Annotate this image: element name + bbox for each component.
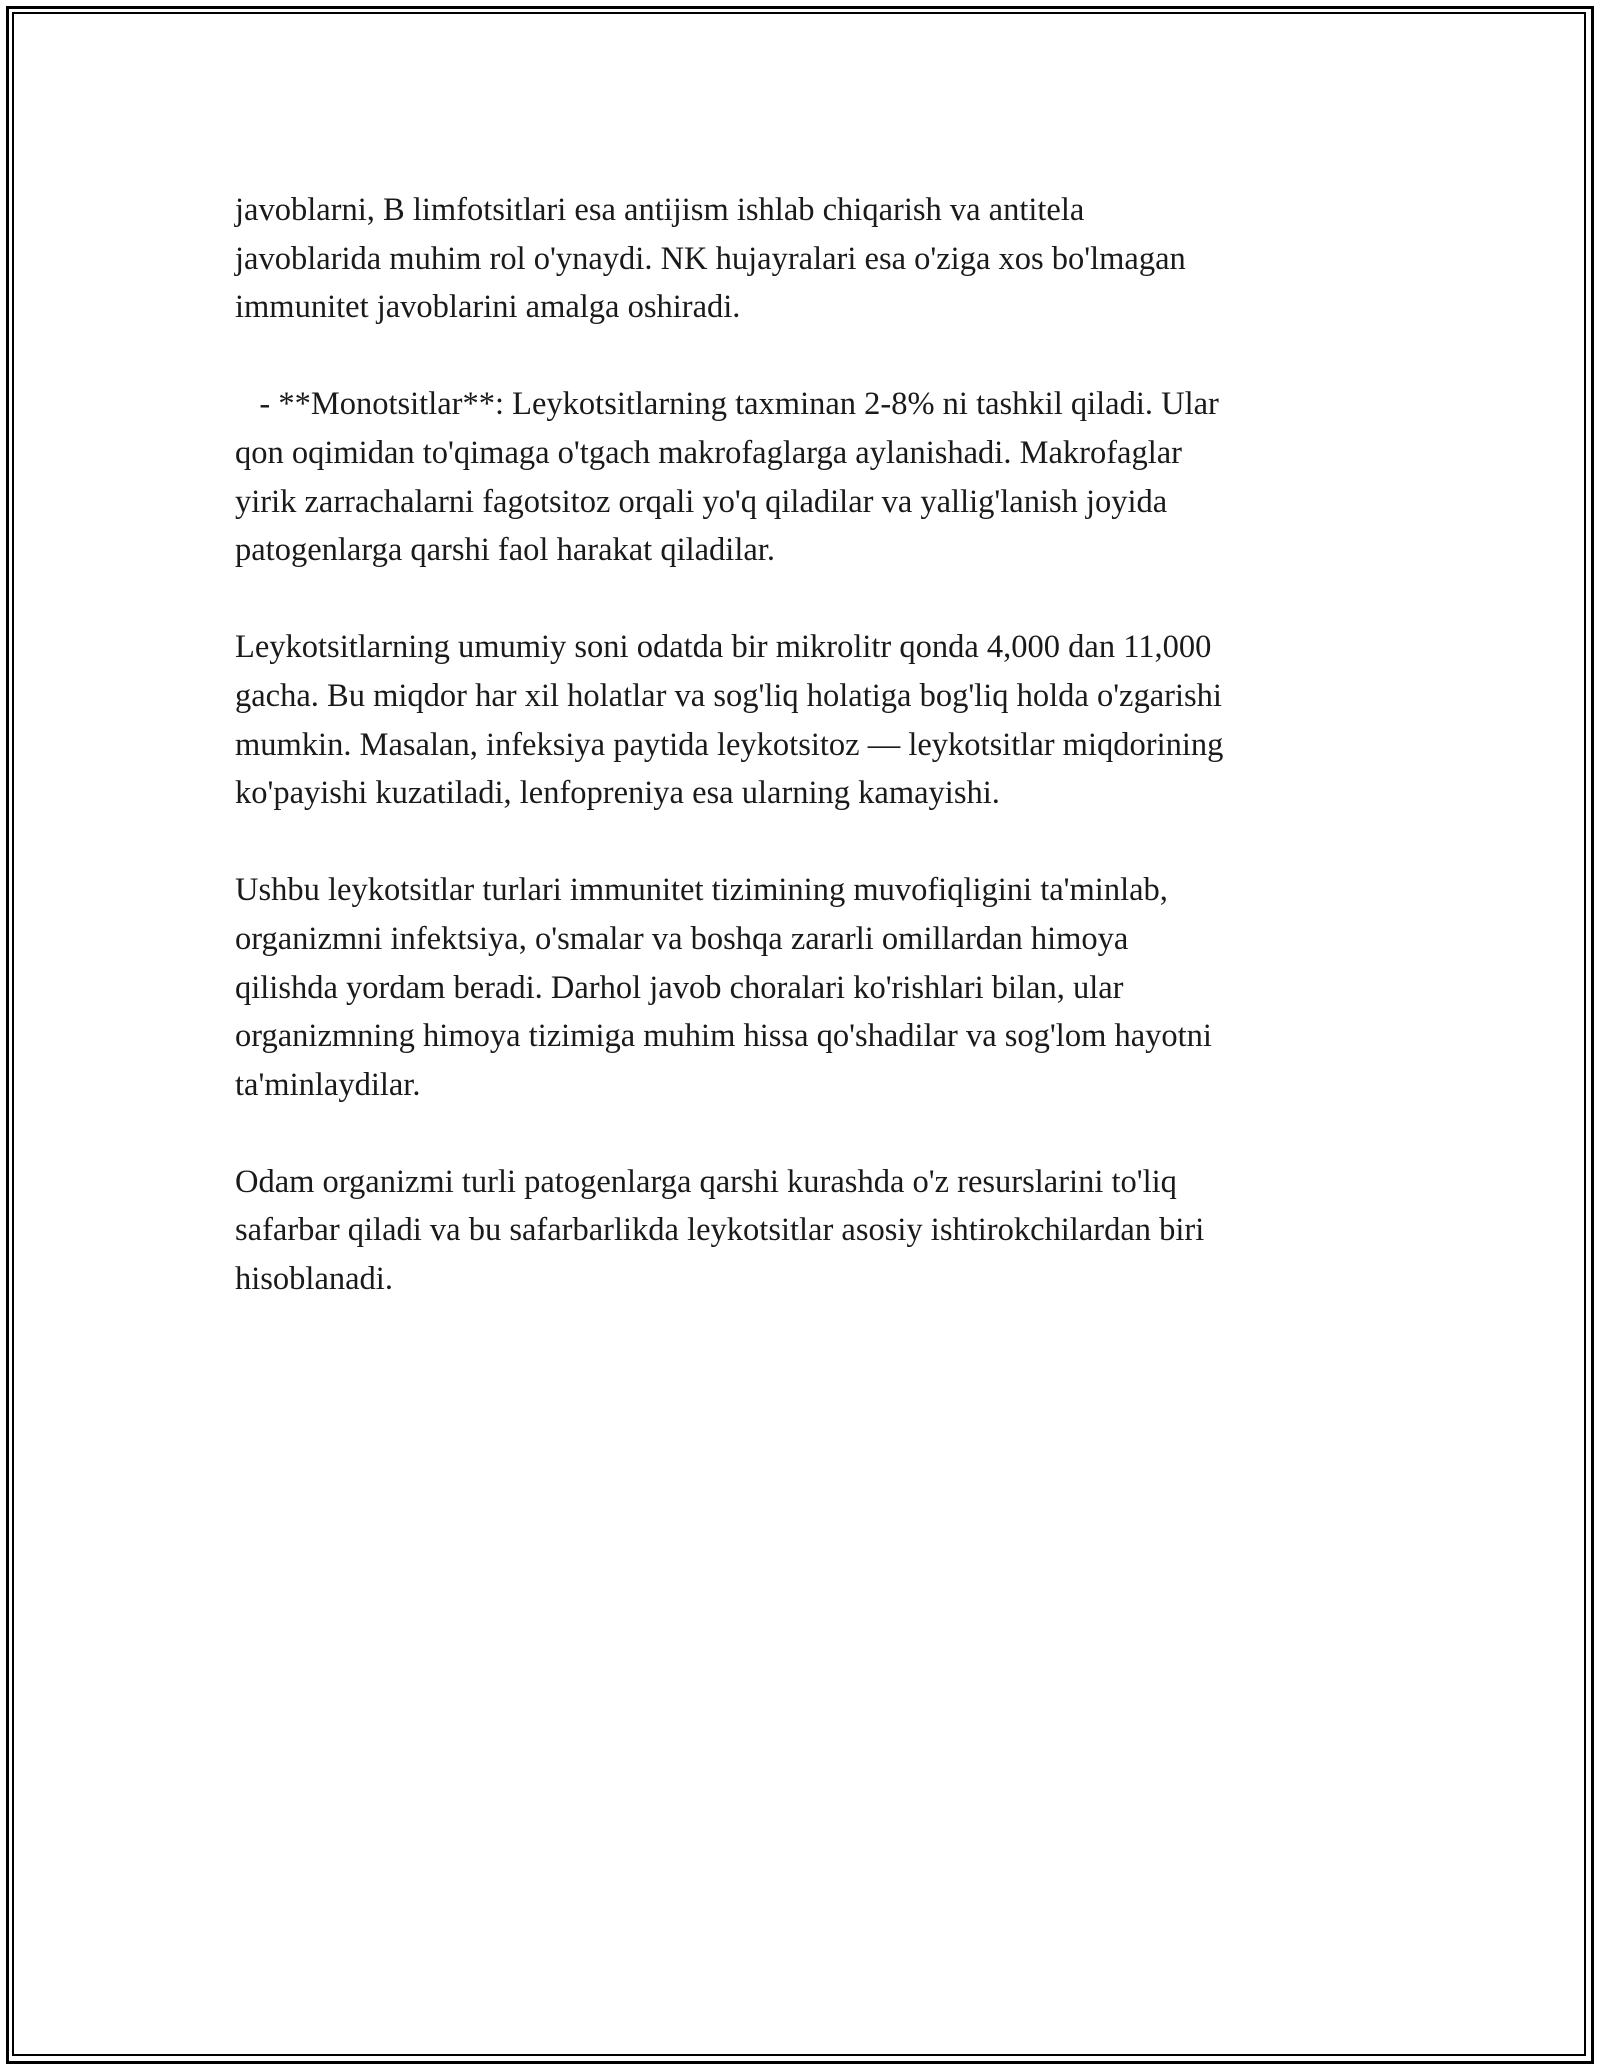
paragraph-leukocyte-count: Leykotsitlarning umumiy soni odatda bir mikrolitr qonda 4,000 dan 11,000 gacha. Bu miqdor har xil holatlar va sog'liq holatiga bog'liq holda o'zgarishi mumkin. Masalan, infeksiya paytida leykotsitoz — leykotsitlar miqdorining ko'payishi kuzatiladi, lenfopreniya esa ularning kamayishi. <box>235 629 1224 812</box>
paragraph-conclusion: Odam organizmi turli patogenlarga qarshi kurashda o'z resurslarini to'liq safarbar qiladi va bu safarbarlikda leykotsitlar asosiy ishtirokchilardan biri hisoblanadi. <box>235 1163 1205 1298</box>
paragraph-monocytes: - **Monotsitlar**: Leykotsitlarning taxminan 2-8% ni tashkil qiladi. Ular qon oqimidan to'qimaga o'tgach makrofaglarga aylanishadi. Makrofaglar yirik zarrachalarni fagotsitoz orqali yo'q qiladilar va yallig'lanish joyida patogenlarga qarshi faol harakat qiladilar. <box>235 386 1219 569</box>
paragraph-lymphocytes-continued: javoblarni, B limfotsitlari esa antijism ishlab chiqarish va antitela javoblarida muhim rol o'ynaydi. NK hujayralari esa o'ziga xos bo'lmagan immunitet javoblarini amalga oshiradi. <box>235 192 1186 326</box>
paragraph-immune-role: Ushbu leykotsitlar turlari immunitet tizimining muvofiqligini ta'minlab, organizmni infektsiya, o'smalar va boshqa zararli omillardan himoya qilishda yordam beradi. Darhol javob choralari ko'rishlari bilan, ular organizmning himoya tizimiga muhim hissa qo'shadilar va sog'lom hayotni ta'minlaydilar. <box>235 872 1212 1103</box>
document-body <box>235 186 1365 1352</box>
